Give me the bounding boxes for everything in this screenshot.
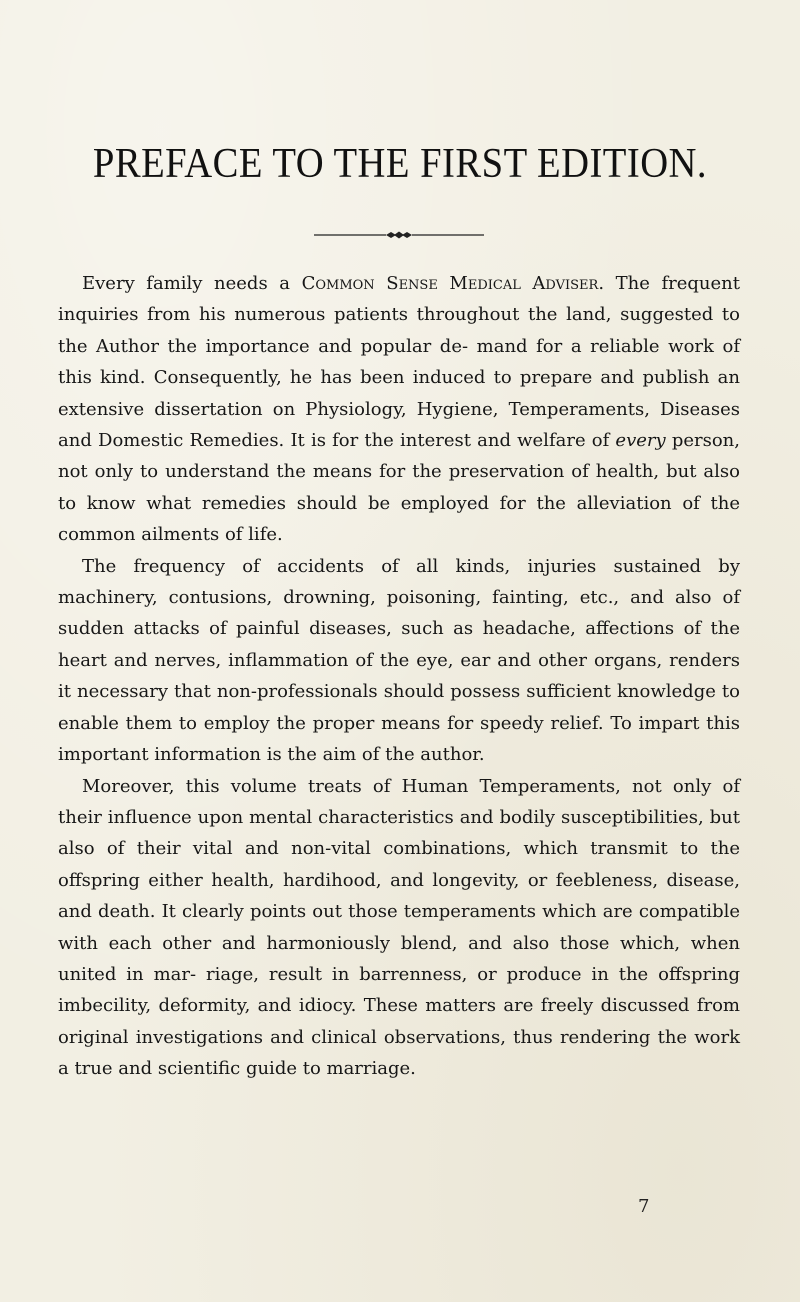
paragraph-2: The frequency of accidents of all kinds, injuries sustained by machinery, contusions, drowning, poisoning, fainting, etc., and also of sudden attacks of painful diseases, such as headache, affections of the heart and nerves, inflammation of the eye, ear and other organs, renders it necessary that non-professionals should possess sufficient knowledge to enable them to employ the proper means for speedy relief. To impart this important information is the aim of the author. <box>58 555 740 766</box>
paragraph-1-end: person, not only to understand the means for the preservation of health, but also to know what remedies should be employed for the alleviation of the common ailments of life. <box>58 430 740 546</box>
title-rule-ornament <box>314 230 484 240</box>
emphasis-every: every <box>615 430 666 452</box>
paragraph-1-middle: The frequent inquiries from his numerous patients throughout the land, suggested to the Author the importance and popular de- mand for a reliable work of this kind. Consequently, he has been induced to prepare and publish an extensive dissertation on Physiology, Hygiene, Temperaments, Diseases and Domestic Remedies. It is for the interest and welfare of <box>58 273 740 452</box>
page-number: 7 <box>638 1196 650 1217</box>
paragraph-3: Moreover, this volume treats of Human Temperaments, not only of their influence upon mental characteristics and bodily susceptibilities, but also of their vital and non-vital combinations, which transmit to the offspring either health, hardihood, and longevity, or feebleness, disease, and death. It clearly points out those temperaments which are compatible with each other and harmoniously blend, and also those which, when united in mar- riage, result in barrenness, or produce in the offspring imbecility, deformity, and idiocy. These matters are freely discussed from original investigations and clinical observations, thus rendering the work a true and scientific guide to marriage. <box>58 775 740 1080</box>
book-title-smallcaps: Common Sense Medical Adviser. <box>301 273 605 294</box>
page-title: PREFACE TO THE FIRST EDITION. <box>92 141 708 187</box>
paragraph-1-lead: Every family needs a <box>82 273 302 294</box>
preface-body <box>58 268 740 1085</box>
paragraph-1 <box>58 268 740 551</box>
